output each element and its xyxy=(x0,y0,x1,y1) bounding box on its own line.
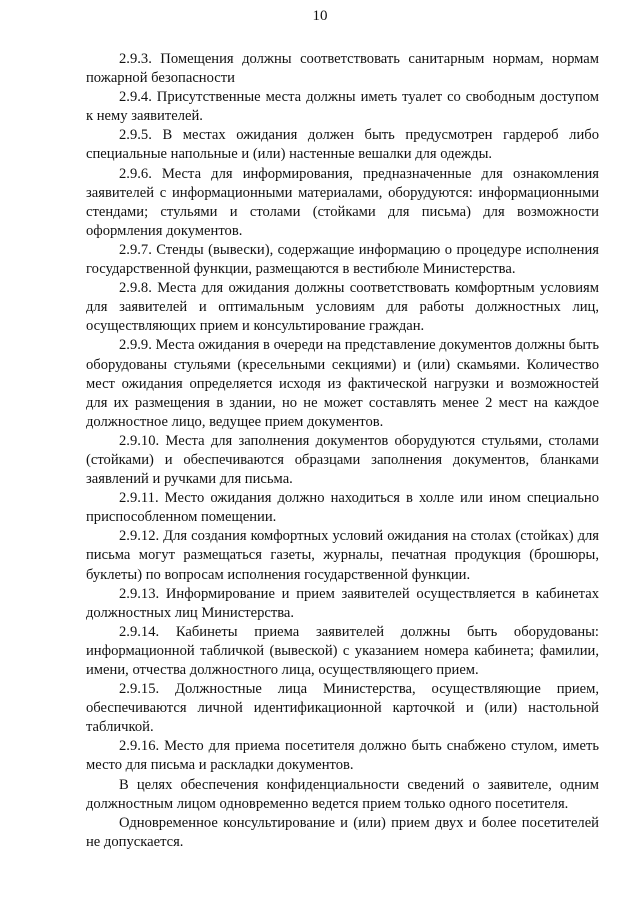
document-body xyxy=(86,50,599,852)
paragraph-2-9-13: 2.9.13. Информирование и прием заявителей осуществляется в кабинетах должностных лиц Министерства. xyxy=(86,585,599,621)
paragraph-2-9-8: 2.9.8. Места для ожидания должны соответствовать комфортным условиям для заявителей и оптимальным условиям для работы должностных лиц, осуществляющих прием и консультирование граждан. xyxy=(86,280,599,335)
paragraph-simultaneous-reception: Одновременное консультирование и (или) прием двух и более посетителей не допускается. xyxy=(86,814,599,850)
paragraph-2-9-9: 2.9.9. Места ожидания в очереди на представление документов должны быть оборудованы стульями (кресельными секциями) и (или) скамьями. Количество мест ожидания определяется исходя из фактической нагрузки и возможностей для их размещения в здании, но не может составлять менее 2 мест на каждое должностное лицо, ведущее прием документов. xyxy=(86,337,599,430)
page-number: 10 xyxy=(312,8,328,24)
paragraph-2-9-10: 2.9.10. Места для заполнения документов оборудуются стульями, столами (стойками) и обеспечиваются образцами заполнения документов, бланками заявлений и ручками для письма. xyxy=(86,432,599,488)
paragraph-2-9-14: 2.9.14. Кабинеты приема заявителей должны быть оборудованы: информационной табличкой (вывеской) с указанием номера кабинета; фамилии, имени, отчества должностного лица, осуществляющего прием. xyxy=(86,623,599,678)
paragraph-confidentiality: В целях обеспечения конфиденциальности сведений о заявителе, одним должностным лицом одновременно ведется прием только одного посетителя. xyxy=(86,776,599,812)
paragraph-2-9-12: 2.9.12. Для создания комфортных условий ожидания на столах (стойках) для письма могут размещаться газеты, журналы, печатная продукция (брошюры, буклеты) по вопросам исполнения государственной функции. xyxy=(86,528,599,583)
paragraph-2-9-7: 2.9.7. Стенды (вывески), содержащие информацию о процедуре исполнения государственной функции, размещаются в вестибюле Министерства. xyxy=(86,241,599,278)
paragraph-2-9-3: 2.9.3. Помещения должны соответствовать санитарным нормам, нормам пожарной безопасности xyxy=(86,51,599,87)
paragraph-2-9-6: 2.9.6. Места для информирования, предназначенные для ознакомления заявителей с информационными материалами, оборудуются: информационными стендами; стульями и столами (стойками для письма) для возможности оформления документов. xyxy=(86,165,599,239)
paragraph-2-9-5: 2.9.5. В местах ожидания должен быть предусмотрен гардероб либо специальные напольные и (или) настенные вешалки для одежды. xyxy=(86,127,599,163)
paragraph-2-9-15: 2.9.15. Должностные лица Министерства, осуществляющие прием, обеспечиваются личной идентификационной карточкой и (или) настольной табличкой. xyxy=(86,681,599,736)
paragraph-2-9-11: 2.9.11. Место ожидания должно находиться в холле или ином специально приспособленном помещении. xyxy=(86,490,599,526)
paragraph-2-9-4: 2.9.4. Присутственные места должны иметь туалет со свободным доступом к нему заявителей. xyxy=(86,89,599,125)
paragraph-2-9-16: 2.9.16. Место для приема посетителя должно быть снабжено стулом, иметь место для письма и раскладки документов. xyxy=(86,738,599,774)
